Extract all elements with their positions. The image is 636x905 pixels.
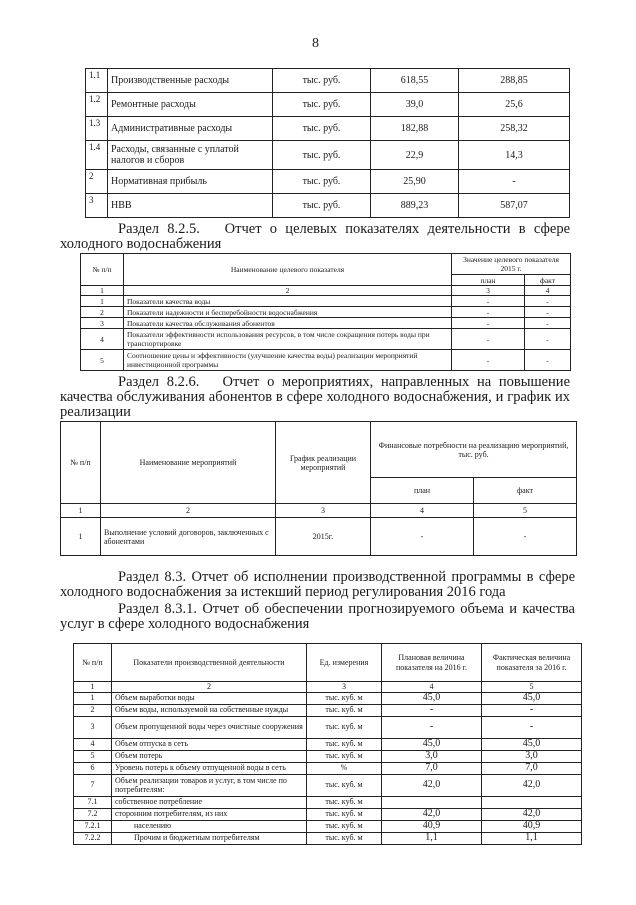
header-value: Значение целевого показателя 2015 г. xyxy=(452,254,571,275)
row-plan: 22,9 xyxy=(371,141,459,170)
row-unit: тыс. руб. xyxy=(273,117,371,141)
row-plan: - xyxy=(452,350,525,371)
table-row xyxy=(81,296,571,307)
row-number: 7.1 xyxy=(74,796,112,808)
row-plan: 889,23 xyxy=(371,194,459,218)
row-number: 1.3 xyxy=(86,117,108,141)
header-schedule: График реализации мероприятий xyxy=(276,422,371,504)
row-plan: 3,0 xyxy=(382,750,482,762)
row-number: 2 xyxy=(86,170,108,194)
row-unit: тыс. руб. xyxy=(273,170,371,194)
row-fact: 45,0 xyxy=(482,738,582,750)
row-name: Объем реализации товаров и услуг, в том числе по потребителям: xyxy=(112,774,307,796)
production-table xyxy=(73,643,582,845)
row-number: 1.1 xyxy=(86,69,108,93)
header-fact: Фактическая величина показателя за 2016 г. xyxy=(482,644,582,682)
table-row xyxy=(86,117,570,141)
row-plan: - xyxy=(452,329,525,350)
header-finance: Финансовые потребности на реализацию мероприятий, тыс. руб. xyxy=(371,422,577,478)
section-8-2-6-heading xyxy=(60,375,570,420)
row-unit: тыс. куб. м xyxy=(307,820,382,832)
row-unit: % xyxy=(307,762,382,774)
row-name: Соотношение цены и эффективности (улучшение качества воды) реализации мероприятий инвестиционной программы xyxy=(124,350,452,371)
index-row xyxy=(74,682,582,693)
row-plan: 42,0 xyxy=(382,808,482,820)
section-8-2-5-heading xyxy=(60,222,570,252)
row-name: Нормативная прибыль xyxy=(108,170,273,194)
row-fact: 40,9 xyxy=(482,820,582,832)
row-plan: 45,0 xyxy=(382,692,482,704)
row-plan: - xyxy=(382,716,482,738)
row-name: Объем потерь xyxy=(112,750,307,762)
row-number: 1 xyxy=(74,692,112,704)
column-index: 2 xyxy=(101,504,276,518)
row-number: 4 xyxy=(81,329,124,350)
row-plan: - xyxy=(371,518,474,556)
row-name: Объем воды, используемой на собственные нужды xyxy=(112,704,307,716)
table-row xyxy=(81,329,571,350)
row-plan: 40,9 xyxy=(382,820,482,832)
row-plan: 25,90 xyxy=(371,170,459,194)
section-title: Отчет о целевых показателях деятельности в сфере холодного водоснабжения xyxy=(60,221,570,252)
header-plan: Плановая величина показателя на 2016 г. xyxy=(382,644,482,682)
table-row xyxy=(86,93,570,117)
row-fact xyxy=(482,796,582,808)
row-name: Прочим и бюджетным потребителям xyxy=(112,832,307,844)
row-number: 1.2 xyxy=(86,93,108,117)
row-name: Объем выработки воды xyxy=(112,692,307,704)
row-number: 7.2.1 xyxy=(74,820,112,832)
table-row xyxy=(61,518,577,556)
column-index: 2 xyxy=(112,682,307,693)
row-number: 1 xyxy=(81,296,124,307)
row-number: 2 xyxy=(74,704,112,716)
table-row xyxy=(86,141,570,170)
index-row xyxy=(61,504,577,518)
column-index: 1 xyxy=(74,682,112,693)
row-plan: - xyxy=(452,296,525,307)
column-index: 2 xyxy=(124,286,452,296)
row-unit: тыс. руб. xyxy=(273,194,371,218)
row-unit: тыс. куб. м xyxy=(307,774,382,796)
column-index: 3 xyxy=(276,504,371,518)
row-name: Показатели качества обслуживания абонентов xyxy=(124,318,452,329)
table-row xyxy=(74,808,582,820)
row-unit: тыс. куб. м xyxy=(307,738,382,750)
row-fact: - xyxy=(482,716,582,738)
row-name: НВВ xyxy=(108,194,273,218)
row-fact: 258,32 xyxy=(459,117,570,141)
costs-table xyxy=(85,68,570,218)
row-name: Показатели качества воды xyxy=(124,296,452,307)
row-number: 4 xyxy=(74,738,112,750)
row-fact: - xyxy=(525,296,571,307)
row-number: 3 xyxy=(81,318,124,329)
row-fact: - xyxy=(525,350,571,371)
header-fact: факт xyxy=(525,275,571,286)
row-fact: 3,0 xyxy=(482,750,582,762)
row-name: Выполнение условий договоров, заключенных с абонентами xyxy=(101,518,276,556)
row-unit: тыс. руб. xyxy=(273,69,371,93)
row-fact: 1,1 xyxy=(482,832,582,844)
column-index: 1 xyxy=(61,504,101,518)
row-name: Уровень потерь к объему отпущенной воды в сеть xyxy=(112,762,307,774)
row-name: населению xyxy=(112,820,307,832)
targets-table xyxy=(80,253,571,371)
row-unit: тыс. руб. xyxy=(273,93,371,117)
header-plan: план xyxy=(371,478,474,504)
row-fact: 587,07 xyxy=(459,194,570,218)
row-plan: 182,88 xyxy=(371,117,459,141)
row-number: 3 xyxy=(74,716,112,738)
row-plan: 618,55 xyxy=(371,69,459,93)
column-index: 3 xyxy=(452,286,525,296)
row-name: Производственные расходы xyxy=(108,69,273,93)
row-number: 5 xyxy=(81,350,124,371)
header-name: Наименование целевого показателя xyxy=(124,254,452,286)
row-number: 1.4 xyxy=(86,141,108,170)
row-plan: 39,0 xyxy=(371,93,459,117)
header-num: № п/п xyxy=(61,422,101,504)
column-index: 3 xyxy=(307,682,382,693)
header-name: Показатели производственной деятельности xyxy=(112,644,307,682)
table-row xyxy=(81,318,571,329)
table-row xyxy=(74,762,582,774)
row-plan xyxy=(382,796,482,808)
row-unit: тыс. куб. м xyxy=(307,750,382,762)
row-number: 2 xyxy=(81,307,124,318)
table-row xyxy=(74,716,582,738)
column-index: 4 xyxy=(382,682,482,693)
row-schedule: 2015г. xyxy=(276,518,371,556)
column-index: 1 xyxy=(81,286,124,296)
row-unit: тыс. куб. м xyxy=(307,692,382,704)
row-plan: 42,0 xyxy=(382,774,482,796)
row-fact: 45,0 xyxy=(482,692,582,704)
table-row xyxy=(81,350,571,371)
row-fact: 288,85 xyxy=(459,69,570,93)
row-number: 5 xyxy=(74,750,112,762)
header-num: № п/п xyxy=(74,644,112,682)
row-plan: 7,0 xyxy=(382,762,482,774)
row-name: Ремонтные расходы xyxy=(108,93,273,117)
column-index: 5 xyxy=(474,504,577,518)
measures-table xyxy=(60,421,577,556)
row-fact: - xyxy=(459,170,570,194)
row-fact: 42,0 xyxy=(482,808,582,820)
header-name: Наименование мероприятий xyxy=(101,422,276,504)
row-name: Показатели эффективности использования ресурсов, в том числе сокращения потерь воды при транспортировке xyxy=(124,329,452,350)
header-plan: план xyxy=(452,275,525,286)
row-plan: - xyxy=(452,318,525,329)
table-row xyxy=(86,194,570,218)
row-fact: - xyxy=(525,307,571,318)
table-row xyxy=(74,692,582,704)
column-index: 4 xyxy=(525,286,571,296)
section-title: Отчет о мероприятиях, направленных на повышение качества обслуживания абонентов в сфере холодного водоснабжения, и график их реализации xyxy=(60,374,571,420)
column-index: 5 xyxy=(482,682,582,693)
row-number: 1 xyxy=(61,518,101,556)
row-name: Расходы, связанные с уплатой налогов и сборов xyxy=(108,141,273,170)
row-plan: 1,1 xyxy=(382,832,482,844)
row-name: Объем пропущенной воды через очистные сооружения xyxy=(112,716,307,738)
page-number: 8 xyxy=(312,36,319,51)
table-row xyxy=(74,774,582,796)
table-row xyxy=(74,832,582,844)
row-number: 7.2 xyxy=(74,808,112,820)
row-number: 3 xyxy=(86,194,108,218)
table-row xyxy=(86,69,570,93)
table-row xyxy=(74,738,582,750)
row-plan: - xyxy=(452,307,525,318)
row-plan: - xyxy=(382,704,482,716)
row-number: 7 xyxy=(74,774,112,796)
table-row xyxy=(74,820,582,832)
row-name: Административные расходы xyxy=(108,117,273,141)
row-plan: 45,0 xyxy=(382,738,482,750)
row-number: 7.2.2 xyxy=(74,832,112,844)
section-label: Раздел 8.2.6. xyxy=(118,374,200,390)
table-row xyxy=(81,307,571,318)
row-fact: 7,0 xyxy=(482,762,582,774)
row-unit: тыс. куб. м xyxy=(307,808,382,820)
header-unit: Ед. измерения xyxy=(307,644,382,682)
row-unit: тыс. куб. м xyxy=(307,716,382,738)
table-row xyxy=(86,170,570,194)
table-row xyxy=(74,704,582,716)
section-8-3-heading: Раздел 8.3. Отчет об исполнении производственной программы в сфере холодного водоснабжения за истекший период регулирования 2016 года xyxy=(60,569,575,600)
row-unit: тыс. руб. xyxy=(273,141,371,170)
row-fact: 42,0 xyxy=(482,774,582,796)
row-fact: - xyxy=(474,518,577,556)
header-fact: факт xyxy=(474,478,577,504)
row-number: 6 xyxy=(74,762,112,774)
row-fact: - xyxy=(525,329,571,350)
table-row xyxy=(74,796,582,808)
row-name: сторонним потребителям, из них xyxy=(112,808,307,820)
row-fact: 14,3 xyxy=(459,141,570,170)
section-8-3-1-heading: Раздел 8.3.1. Отчет об обеспечении прогнозируемого объема и качества услуг в сфере холодного водоснабжения xyxy=(60,601,575,632)
index-row xyxy=(81,286,571,296)
row-unit: тыс. куб. м xyxy=(307,832,382,844)
row-unit: тыс. куб. м xyxy=(307,796,382,808)
row-name: Показатели надежности и бесперебойности водоснабжения xyxy=(124,307,452,318)
section-label: Раздел 8.2.5. xyxy=(118,221,200,237)
row-fact: - xyxy=(482,704,582,716)
row-fact: - xyxy=(525,318,571,329)
header-num: № п/п xyxy=(81,254,124,286)
table-row xyxy=(74,750,582,762)
row-name: Объем отпуска в сеть xyxy=(112,738,307,750)
row-name: собственное потребление xyxy=(112,796,307,808)
row-unit: тыс. куб. м xyxy=(307,704,382,716)
row-fact: 25,6 xyxy=(459,93,570,117)
column-index: 4 xyxy=(371,504,474,518)
